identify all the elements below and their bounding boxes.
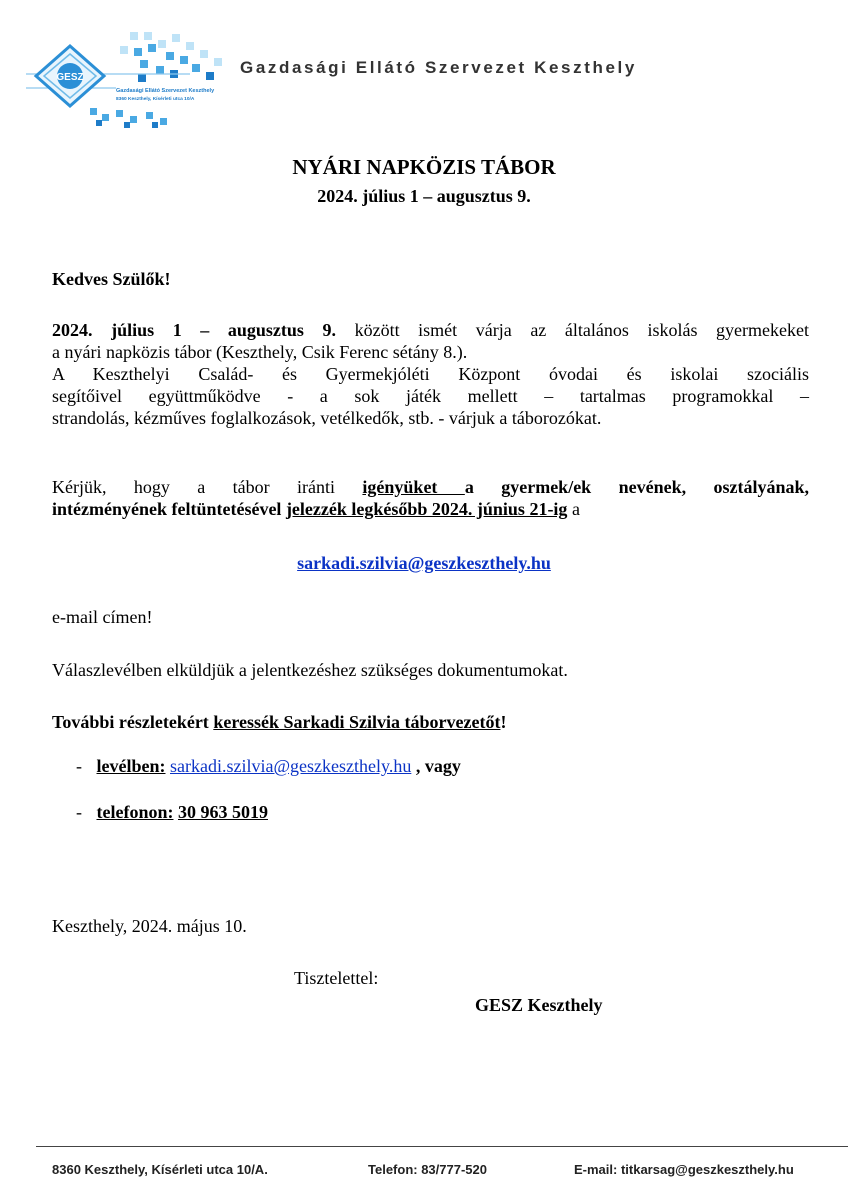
footer-email: E-mail: titkarsag@geszkeszthely.hu bbox=[574, 1162, 794, 1177]
intro-line-4: segítőivel együttműködve - a sok játék mellett – tartalmas programokkal – bbox=[52, 386, 809, 406]
request-line-1 bbox=[52, 476, 809, 498]
gesz-logo bbox=[20, 30, 235, 130]
contact-phone-number: 30 963 5019 bbox=[177, 802, 268, 822]
request-paragraph bbox=[52, 476, 809, 520]
email-link[interactable]: sarkadi.szilvia@geszkeszthely.hu bbox=[297, 553, 551, 573]
signature: GESZ Keszthely bbox=[475, 995, 603, 1015]
contact-email-item bbox=[76, 756, 461, 777]
footer-address: 8360 Keszthely, Kísérleti utca 10/A. bbox=[52, 1162, 268, 1177]
more-info-pre: További részletekért bbox=[52, 712, 214, 732]
email-suffix: e-mail címen! bbox=[52, 607, 153, 627]
closing-regards: Tisztelettel: bbox=[294, 968, 379, 988]
place-date: Keszthely, 2024. május 10. bbox=[52, 916, 247, 936]
organization-name: Gazdasági Ellátó Szervezet Keszthely bbox=[240, 58, 637, 77]
svg-text:8360 Keszthely, Kísérleti utca: 8360 Keszthely, Kísérleti utca 10/A bbox=[116, 97, 195, 102]
contact-phone-item bbox=[76, 802, 268, 823]
intro-line-3: A Keszthelyi Család- és Gyermekjóléti Központ óvodai és iskolai szociális bbox=[52, 364, 809, 384]
footer-divider bbox=[36, 1146, 848, 1147]
request-line-2 bbox=[52, 498, 809, 520]
intro-paragraph bbox=[52, 319, 809, 429]
request-details: a gyermek/ek nevének, osztályának, bbox=[464, 477, 809, 497]
more-info-contact: keressék Sarkadi Szilvia táborvezetőt bbox=[213, 712, 501, 732]
contact-phone-label: telefonon: bbox=[96, 802, 174, 822]
footer-phone: Telefon: 83/777-520 bbox=[368, 1162, 487, 1177]
request-tail: a bbox=[567, 499, 580, 519]
reply-note: Válaszlevélben elküldjük a jelentkezéshez szükséges dokumentumokat. bbox=[52, 660, 568, 680]
more-info bbox=[52, 711, 809, 733]
intro-dates: 2024. július 1 – augusztus 9. bbox=[52, 320, 336, 340]
contact-email-suffix: , vagy bbox=[411, 756, 461, 776]
request-deadline: jelezzék legkésőbb 2024. június 21-ig bbox=[285, 499, 568, 519]
request-emphasis: igényüket bbox=[362, 477, 465, 497]
letterhead bbox=[0, 0, 848, 140]
bullet-dash: - bbox=[76, 756, 82, 776]
intro-line-2: a nyári napközis tábor (Keszthely, Csik Ferenc sétány 8.). bbox=[52, 342, 468, 362]
request-text: Kérjük, hogy a tábor iránti bbox=[52, 477, 363, 497]
contact-email-label: levélben: bbox=[96, 756, 166, 776]
more-info-post: ! bbox=[500, 712, 507, 732]
svg-text:GESZ: GESZ bbox=[56, 72, 84, 83]
contact-email-link[interactable]: sarkadi.szilvia@geszkeszthely.hu bbox=[170, 756, 412, 776]
bullet-dash: - bbox=[76, 802, 82, 822]
intro-line-1 bbox=[52, 319, 809, 341]
intro-line-5: strandolás, kézműves foglalkozások, vetélkedők, stb. - várjuk a táborozókat. bbox=[52, 408, 602, 428]
camp-dates: 2024. július 1 – augusztus 9. bbox=[317, 186, 531, 206]
request-details-2: intézményének feltüntetésével bbox=[52, 499, 286, 519]
greeting: Kedves Szülők! bbox=[52, 269, 171, 289]
email-line bbox=[0, 553, 848, 574]
page-title: NYÁRI NAPKÖZIS TÁBOR bbox=[292, 155, 556, 179]
intro-line-1-rest: között ismét várja az általános iskolás gyermekeket bbox=[336, 320, 809, 340]
svg-text:Gazdasági Ellátó Szervezet Kes: Gazdasági Ellátó Szervezet Keszthely bbox=[116, 88, 215, 94]
